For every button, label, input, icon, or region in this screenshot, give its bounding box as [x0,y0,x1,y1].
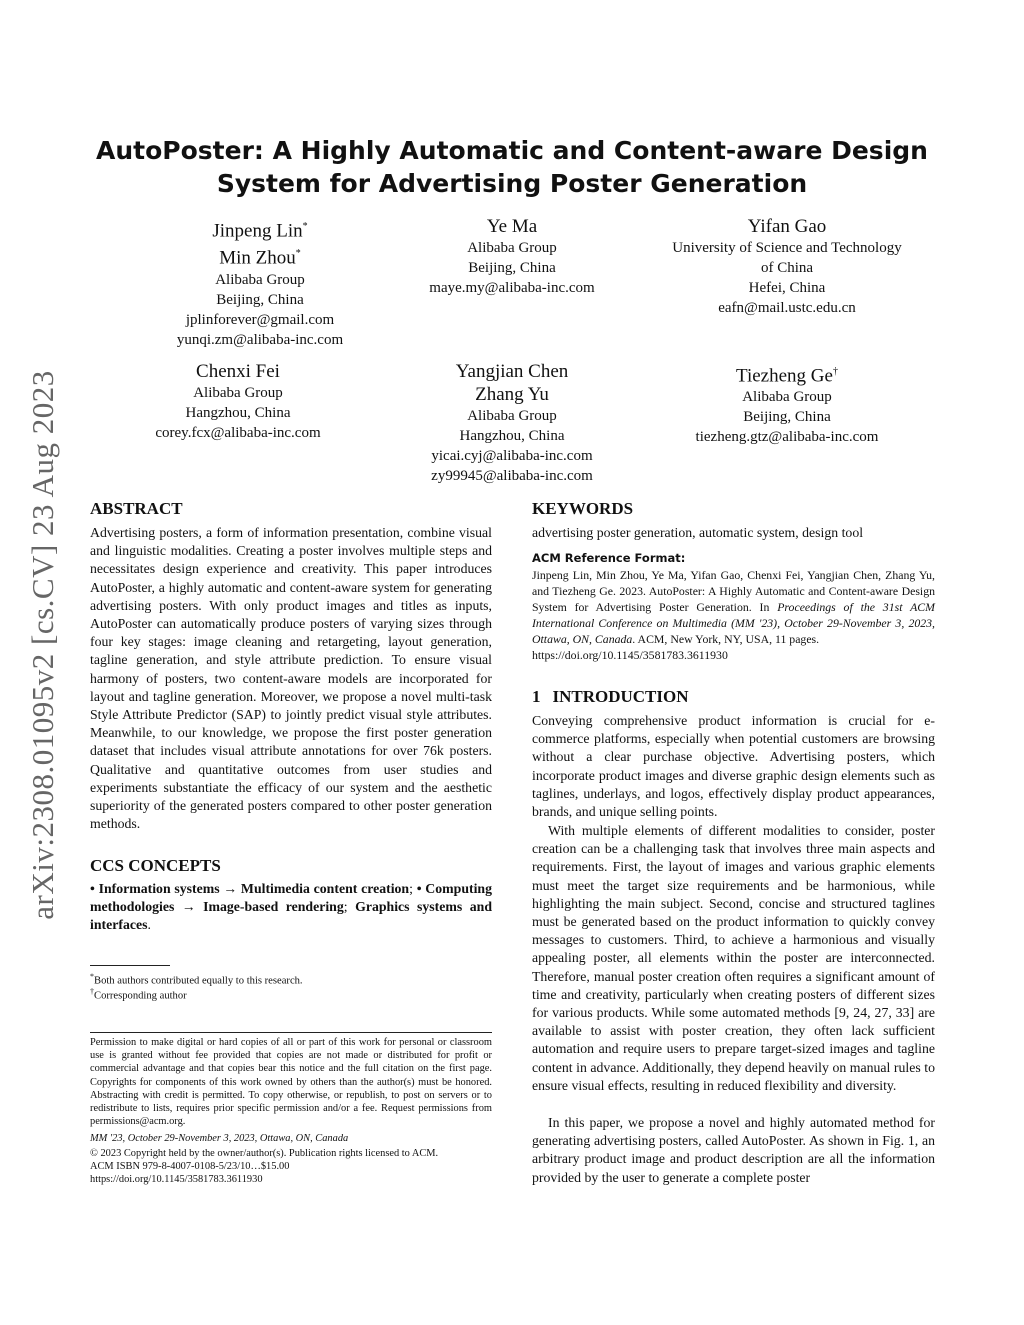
ccs-end: . [147,917,151,933]
footnote-mark: † [90,987,94,996]
abstract-text: Advertising posters, a form of information presentation, combine visual and linguistic modalities. Creating a poster involves multiple steps and necessitates design experience and creativity. This paper introduces AutoPoster, a highly automatic and content-aware system for generating advertising posters. With only product images and titles as inputs, AutoPoster can automatically produce posters of varying sizes through four key stages: image cleaning and retargeting, layout generation, tagline generation, and style attribute prediction. To ensure visual harmony of posters, two content-aware models are incorporated for layout and tagline generation. Moreover, we propose a novel multi-task Style Attribute Predictor (SAP) to jointly predict visual style attributes. Meanwhile, to our knowledge, we propose the first poster generation dataset that includes visual attribute annotations for over 76k posters. Qualitative and quantitative outcomes from user studies and experiments substantiate the efficacy of our system and the aesthetic superiority of the generated posters compared to other poster generation methods. [90,525,492,832]
footnote-text: Both authors contributed equally to this research. [94,975,303,987]
author-block-ma [362,215,662,298]
author-location: Beijing, China [468,260,556,276]
author-email[interactable]: maye.my@alibaba-inc.com [429,280,595,296]
ccs-concept: Graphics systems and interfaces [90,899,492,933]
author-block-ge [637,360,937,447]
keywords-text: advertising poster generation, automatic system, design tool [532,525,864,540]
author-block-gao [637,215,937,318]
ccs-arrow: → [174,899,204,915]
author-name: Yifan Gao [747,216,827,237]
author-name: Ye Ma [486,216,538,237]
author-name: Jinpeng Lin [212,220,303,242]
author-name: Yangjian Chen [455,361,569,382]
footnote-mark: * [90,972,94,981]
title-line-1: AutoPoster: A Highly Automatic and Content-aware Design [96,136,928,165]
copyright-line: © 2023 Copyright held by the owner/author(s). Publication rights licensed to ACM. [90,1148,439,1159]
corresponding-mark: † [832,366,838,377]
author-block-chen-yu [362,360,662,486]
author-email[interactable]: yunqi.zm@alibaba-inc.com [176,331,344,348]
ccs-separator: ; [409,881,417,896]
isbn-line: ACM ISBN 979-8-4007-0108-5/23/10…$15.00 [90,1161,290,1172]
author-email[interactable]: zy99945@alibaba-inc.com [431,468,593,484]
section-number: 1 [532,687,541,706]
author-name: Min Zhou [219,247,296,269]
author-affiliation: Alibaba Group [742,389,832,406]
author-name: Tiezheng Ge [736,365,833,387]
arxiv-id: arXiv:2308.01095v2 [cs.CV] 23 Aug 2023 [25,370,60,920]
doi-link[interactable]: https://doi.org/10.1145/3581783.3611930 [90,1174,263,1185]
author-affiliation: Alibaba Group [215,271,305,288]
acm-ref-doi[interactable]: https://doi.org/10.1145/3581783.3611930 [532,648,728,662]
paper-title [90,134,934,200]
ccs-category: • Information systems [90,881,220,896]
permission-rule [90,1032,492,1033]
author-email[interactable]: eafn@mail.ustc.edu.cn [718,300,856,316]
author-affiliation: of China [760,260,814,276]
author-email[interactable]: yicai.cyj@alibaba-inc.com [431,448,593,464]
footnote-corresponding [90,985,187,1004]
ccs-separator: ; [343,899,356,915]
author-affiliation: Alibaba Group [193,385,283,401]
intro-paragraph-1: Conveying comprehensive product information is crucial for e-commerce platforms, especially when potential customers are browsing without a clear purchase objective. Advertising posters, which incorporate product images and diverse graphic design elements such as taglines, underlays, and logos, effectively display product appearances, brands, and unique selling points. [532,713,935,820]
acm-ref-proceedings: Proceedings of the 31st ACM International Conference on Multimedia (MM '23), October 29-November 3, 2023, Ottawa, ON, Canada [532,600,935,646]
author-email[interactable]: tiezheng.gtz@alibaba-inc.com [695,429,879,446]
acm-ref-authors: Jinpeng Lin, Min Zhou, Ye Ma, Yifan Gao, Chenxi Fei, Yangjian Chen, Zhang Yu, and Tiezheng Ge. 2023. AutoPoster: A Highly Automatic and Content-aware Design System for Advertising Poster Generation. In [532,568,935,614]
ccs-concept: Multimedia content creation [240,881,410,896]
author-location: Hefei, China [748,280,826,296]
author-location: Beijing, China [743,409,831,426]
author-email[interactable]: corey.fcx@alibaba-inc.com [155,425,321,441]
permission-notice: Permission to make digital or hard copies of all or part of this work for personal or classroom use is granted without fee provided that copies are not made or distributed for profit or commercial advantage and that copies bear this notice and the full citation on the first page. Copyrights for components of this work owned by others than the author(s) must be honored. Abstracting with credit is permitted. To copy otherwise, or republish, to post on servers or to redistribute to lists, requires prior specific permission and/or a fee. Request permissions from permissions@acm.org. [90,1037,492,1128]
title-line-2: System for Advertising Poster Generation [216,169,808,198]
author-name: Chenxi Fei [196,361,280,382]
ccs-concepts [90,880,492,935]
ccs-heading: CCS CONCEPTS [90,856,221,875]
equal-contrib-mark: * [295,248,301,260]
section-title: INTRODUCTION [552,687,689,706]
intro-heading [532,686,689,708]
venue-line: MM '23, October 29-November 3, 2023, Ottawa, ON, Canada [90,1133,349,1144]
ccs-arrow: → [219,881,241,896]
ccs-concept: Image-based rendering [203,899,344,915]
footnote-rule [90,965,170,966]
author-location: Beijing, China [216,291,304,308]
footnote-text: Corresponding author [94,990,187,1002]
author-name: Zhang Yu [475,384,549,405]
equal-contrib-mark: * [302,221,308,232]
arxiv-stamp [20,345,66,945]
author-affiliation: Alibaba Group [467,240,557,256]
author-location: Hangzhou, China [185,405,291,421]
author-email[interactable]: jplinforever@gmail.com [185,311,335,328]
intro-paragraph-3: In this paper, we propose a novel and highly automated method for generating advertising posters, called AutoPoster. As shown in Fig. 1, an arbitrary product image and product description are all the information provided by the user to generate a complete poster [532,1115,935,1185]
author-affiliation: University of Science and Technology [672,240,902,256]
intro-paragraph-2: With multiple elements of different modalities to consider, poster creation can be a challenging task that involves three main aspects and requirements. First, the layout of images and various graphic elements must meet the target size requirements and be harmonious, while highlighting the main subject. Second, concise and structured taglines must be generated based on the product information to quickly convey messages to customers. Third, to achieve a harmonious and visually appealing poster, all elements within the poster are interconnected. Therefore, manual poster creation often requires a significant amount of time and creativity, particularly when creating posters of different sizes for various products. While some automated methods [9, 24, 27, 33] are available to assist with poster creation, they often lack sufficient automation and require users to prepare target-sized images and tagline content in advance. Additionally, they depend heavily on manual rules to ensure visual effects, resulting in reduced flexibility and diversity. [532,823,935,1093]
acm-ref-text [532,567,935,663]
author-block-fei [88,360,388,443]
acm-ref-publisher: . ACM, New York, NY, USA, 11 pages. [632,632,820,646]
author-location: Hangzhou, China [459,428,565,444]
keywords-heading: KEYWORDS [532,499,634,518]
acm-ref-label: ACM Reference Format: [532,551,686,565]
abstract-heading: ABSTRACT [90,499,183,518]
author-affiliation: Alibaba Group [467,408,557,424]
ccs-category: • Computing methodologies [90,881,492,915]
